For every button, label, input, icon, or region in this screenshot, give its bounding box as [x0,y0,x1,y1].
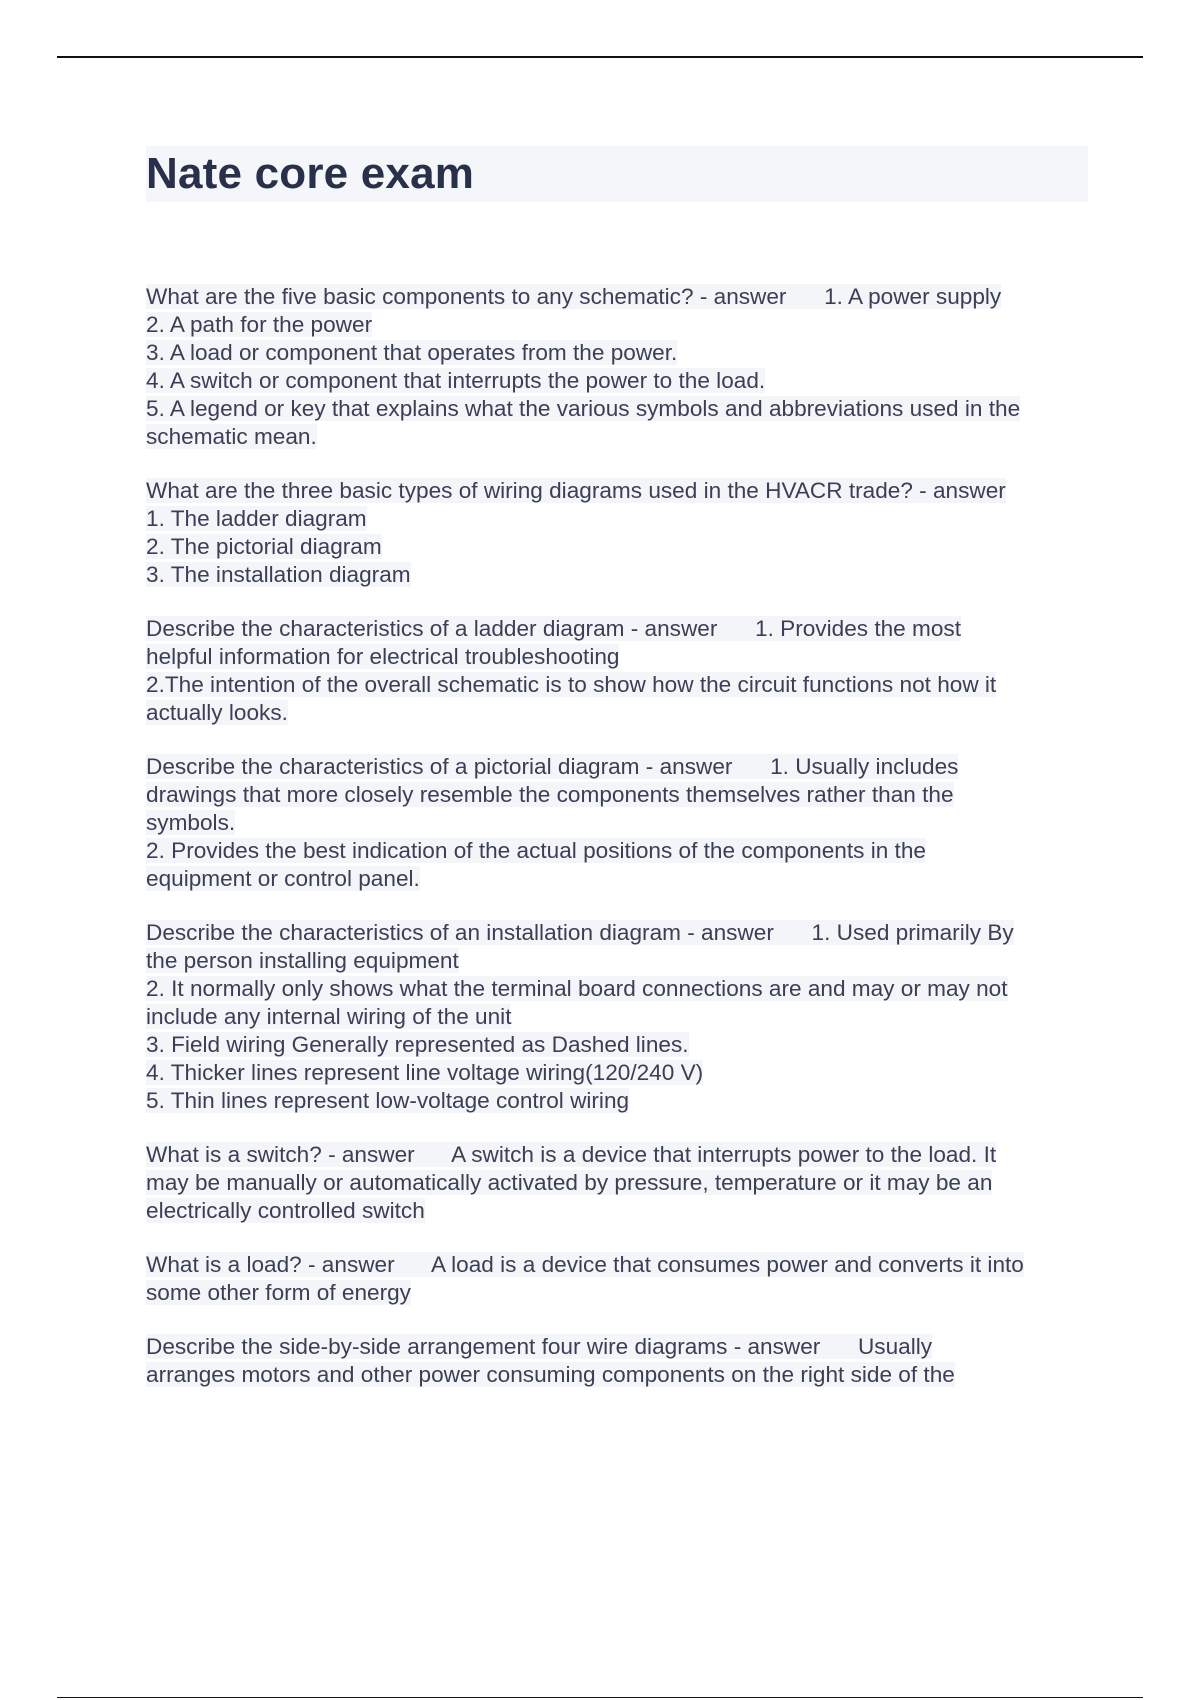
text-span: 3. The installation diagram [146,562,411,587]
text-line [146,1169,1096,1197]
text-span: 2. It normally only shows what the terminal board connections are and may or may not [146,976,1008,1001]
text-span: 3. A load or component that operates from the power. [146,340,678,365]
text-line [146,753,1096,781]
text-line [146,1141,1096,1169]
qa-entry [146,283,1096,451]
text-line [146,671,1096,699]
text-line [146,781,1096,809]
page-title: Nate core exam [146,149,475,198]
qa-entry [146,1251,1096,1307]
text-span: 2. The pictorial diagram [146,534,382,559]
text-line [146,505,1096,533]
text-line [146,643,1096,671]
text-line [146,1251,1096,1279]
text-span: drawings that more closely resemble the components themselves rather than the [146,782,954,807]
qa-entry [146,753,1096,893]
top-rule [57,56,1143,58]
text-line [146,947,1096,975]
text-line [146,1059,1096,1087]
qa-entry [146,919,1096,1115]
qa-entry [146,477,1096,589]
text-span: helpful information for electrical troubleshooting [146,644,620,669]
text-line [146,837,1096,865]
text-span: 5. A legend or key that explains what the various symbols and abbreviations used in the [146,396,1021,421]
text-line [146,919,1096,947]
text-span: schematic mean. [146,424,317,449]
text-line [146,311,1096,339]
text-span: 4. A switch or component that interrupts the power to the load. [146,368,766,393]
text-span: electrically controlled switch [146,1198,425,1223]
text-span: What is a switch? - answer A switch is a device that interrupts power to the load. It [146,1142,997,1167]
text-span: 3. Field wiring Generally represented as Dashed lines. [146,1032,689,1057]
text-span: arranges motors and other power consuming components on the right side of the [146,1362,955,1387]
text-line [146,423,1096,451]
qa-entry [146,1333,1096,1389]
text-span: What are the five basic components to any schematic? - answer 1. A power supply [146,284,1002,309]
text-line [146,477,1096,505]
text-line [146,615,1096,643]
text-line [146,533,1096,561]
text-line [146,809,1096,837]
text-line [146,1279,1096,1307]
text-span: 1. The ladder diagram [146,506,367,531]
text-line [146,1003,1096,1031]
text-span: Describe the characteristics of an installation diagram - answer 1. Used primarily By [146,920,1014,945]
text-span: may be manually or automatically activated by pressure, temperature or it may be an [146,1170,993,1195]
bottom-rule [57,1697,1143,1698]
text-line [146,283,1096,311]
text-line [146,699,1096,727]
text-span: the person installing equipment [146,948,459,973]
text-line [146,1031,1096,1059]
text-span: 5. Thin lines represent low-voltage control wiring [146,1088,630,1113]
text-span: 2.The intention of the overall schematic is to show how the circuit functions not how it [146,672,997,697]
text-span: Describe the characteristics of a ladder diagram - answer 1. Provides the most [146,616,961,641]
text-line [146,1333,1096,1361]
qa-entry [146,615,1096,727]
qa-content [146,283,1096,1415]
text-span: Describe the side-by-side arrangement four wire diagrams - answer Usually [146,1334,933,1359]
text-line [146,339,1096,367]
text-span: symbols. [146,810,236,835]
text-span: What are the three basic types of wiring diagrams used in the HVACR trade? - answer [146,478,1006,503]
text-span: actually looks. [146,700,288,725]
qa-entry [146,1141,1096,1225]
text-line [146,561,1096,589]
text-line [146,395,1096,423]
text-span: What is a load? - answer A load is a device that consumes power and converts it into [146,1252,1024,1277]
text-line [146,1197,1096,1225]
text-span: some other form of energy [146,1280,411,1305]
text-line [146,1361,1096,1389]
text-line [146,865,1096,893]
text-line [146,975,1096,1003]
text-span: 4. Thicker lines represent line voltage wiring(120/240 V) [146,1060,704,1085]
text-line [146,1087,1096,1115]
text-span: include any internal wiring of the unit [146,1004,512,1029]
text-span: 2. A path for the power [146,312,373,337]
text-span: Describe the characteristics of a pictorial diagram - answer 1. Usually includes [146,754,959,779]
text-span: 2. Provides the best indication of the actual positions of the components in the [146,838,926,863]
text-line [146,367,1096,395]
text-span: equipment or control panel. [146,866,420,891]
